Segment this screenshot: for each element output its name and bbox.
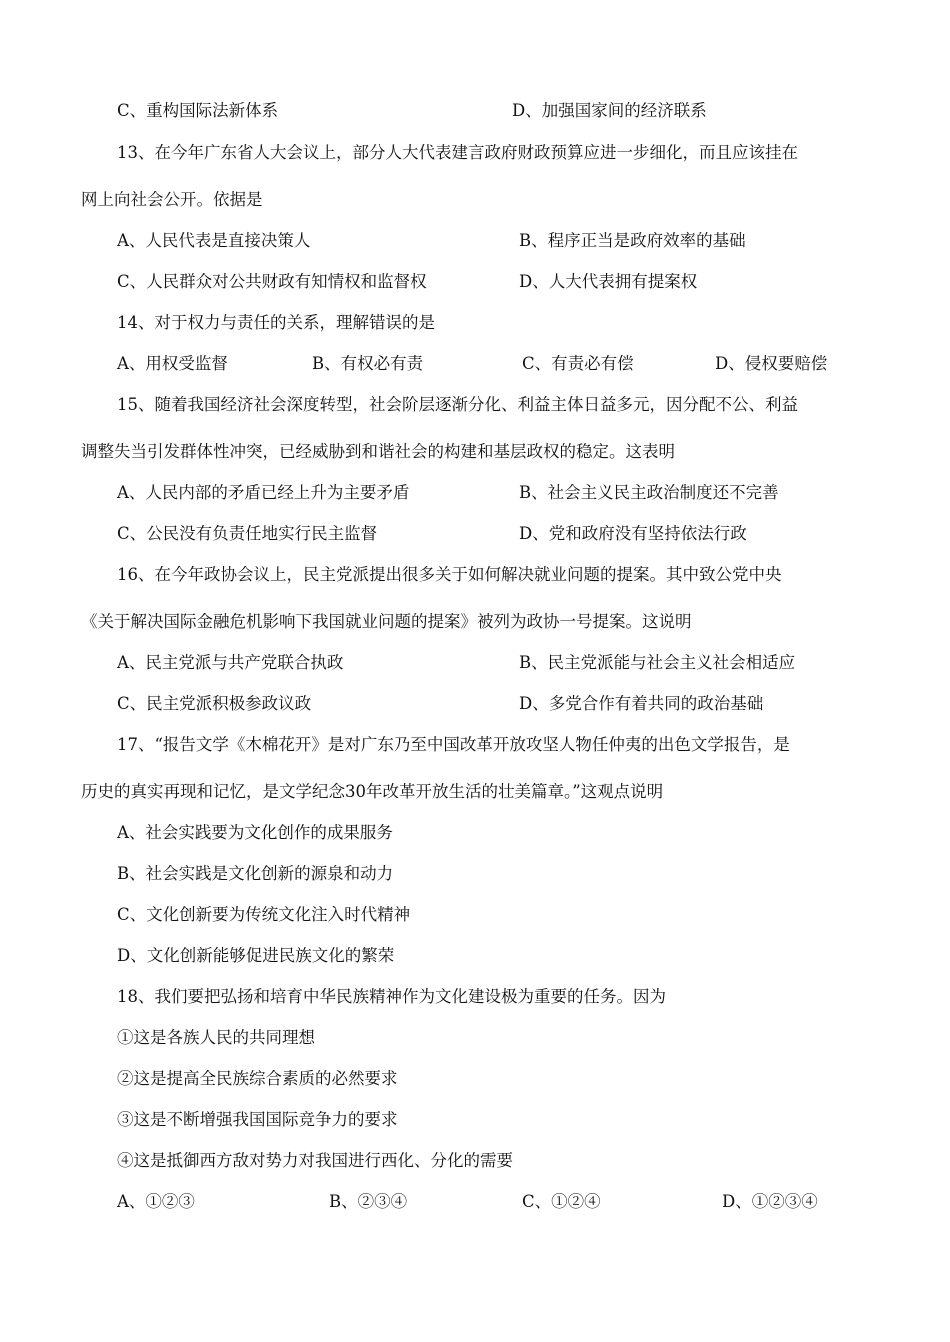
- q14-option-b: B、有权必有责: [312, 354, 424, 373]
- q14-stem: 14、对于权力与责任的关系，理解错误的是: [117, 313, 435, 332]
- q15-stem-line1: 15、随着我国经济社会深度转型，社会阶层逐渐分化、利益主体日益多元，因分配不公、利益: [117, 395, 798, 414]
- q13-option-a: A、人民代表是直接决策人: [117, 231, 311, 250]
- q18-statement-4: ④这是抵御西方敌对势力对我国进行西化、分化的需要: [117, 1151, 513, 1170]
- q18-option-a: A、①②③: [117, 1192, 195, 1211]
- q14-option-d: D、侵权要赔偿: [715, 354, 828, 373]
- q17-option-c: C、文化创新要为传统文化注入时代精神: [117, 905, 411, 924]
- q13-stem-line2: 网上向社会公开。依据是: [81, 190, 263, 209]
- q13-option-c: C、人民群众对公共财政有知情权和监督权: [117, 272, 427, 291]
- q18-stem: 18、我们要把弘扬和培育中华民族精神作为文化建设极为重要的任务。因为: [117, 987, 666, 1006]
- q16-stem-line1: 16、在今年政协会议上，民主党派提出很多关于如何解决就业问题的提案。其中致公党中央: [117, 565, 782, 584]
- q17-stem-line2: 历史的真实再现和记忆，是文学纪念30年改革开放生活的壮美篇章。”这观点说明: [81, 782, 664, 801]
- q18-statement-3: ③这是不断增强我国国际竞争力的要求: [117, 1110, 398, 1129]
- q16-option-c: C、民主党派积极参政议政: [117, 694, 312, 713]
- q16-option-d: D、多党合作有着共同的政治基础: [519, 694, 764, 713]
- q14-option-a: A、用权受监督: [117, 354, 228, 373]
- q13-option-d: D、人大代表拥有提案权: [519, 272, 698, 291]
- q17-stem-line1: 17、“报告文学《木棉花开》是对广东乃至中国改革开放攻坚人物任仲夷的出色文学报告，是: [117, 735, 790, 754]
- q18-statement-1: ①这是各族人民的共同理想: [117, 1028, 315, 1047]
- q17-option-a: A、社会实践要为文化创作的成果服务: [117, 823, 393, 842]
- q13-stem-line1: 13、在今年广东省人大会议上，部分人大代表建言政府财政预算应进一步细化，而且应该挂在: [117, 143, 798, 162]
- q18-statement-2: ②这是提高全民族综合素质的必然要求: [117, 1069, 398, 1088]
- q18-option-b: B、②③④: [329, 1192, 408, 1211]
- q16-option-a: A、民主党派与共产党联合执政: [117, 653, 344, 672]
- q15-option-c: C、公民没有负责任地实行民主监督: [117, 524, 378, 543]
- q15-option-a: A、人民内部的矛盾已经上升为主要矛盾: [117, 483, 410, 502]
- q18-option-d: D、①②③④: [722, 1192, 818, 1211]
- q12-option-c: C、重构国际法新体系: [117, 101, 279, 120]
- q18-option-c: C、①②④: [522, 1192, 601, 1211]
- q16-stem-line2: 《关于解决国际金融危机影响下我国就业问题的提案》被列为政协一号提案。这说明: [81, 612, 692, 631]
- q15-option-b: B、社会主义民主政治制度还不完善: [519, 483, 779, 502]
- q17-option-d: D、文化创新能够促进民族文化的繁荣: [117, 946, 395, 965]
- q15-stem-line2: 调整失当引发群体性冲突，已经威胁到和谐社会的构建和基层政权的稳定。这表明: [81, 442, 675, 461]
- q13-option-b: B、程序正当是政府效率的基础: [519, 231, 746, 250]
- q12-option-d: D、加强国家间的经济联系: [512, 101, 707, 120]
- q15-option-d: D、党和政府没有坚持依法行政: [519, 524, 747, 543]
- q16-option-b: B、民主党派能与社会主义社会相适应: [519, 653, 796, 672]
- q17-option-b: B、社会实践是文化创新的源泉和动力: [117, 864, 394, 883]
- q14-option-c: C、有责必有偿: [522, 354, 634, 373]
